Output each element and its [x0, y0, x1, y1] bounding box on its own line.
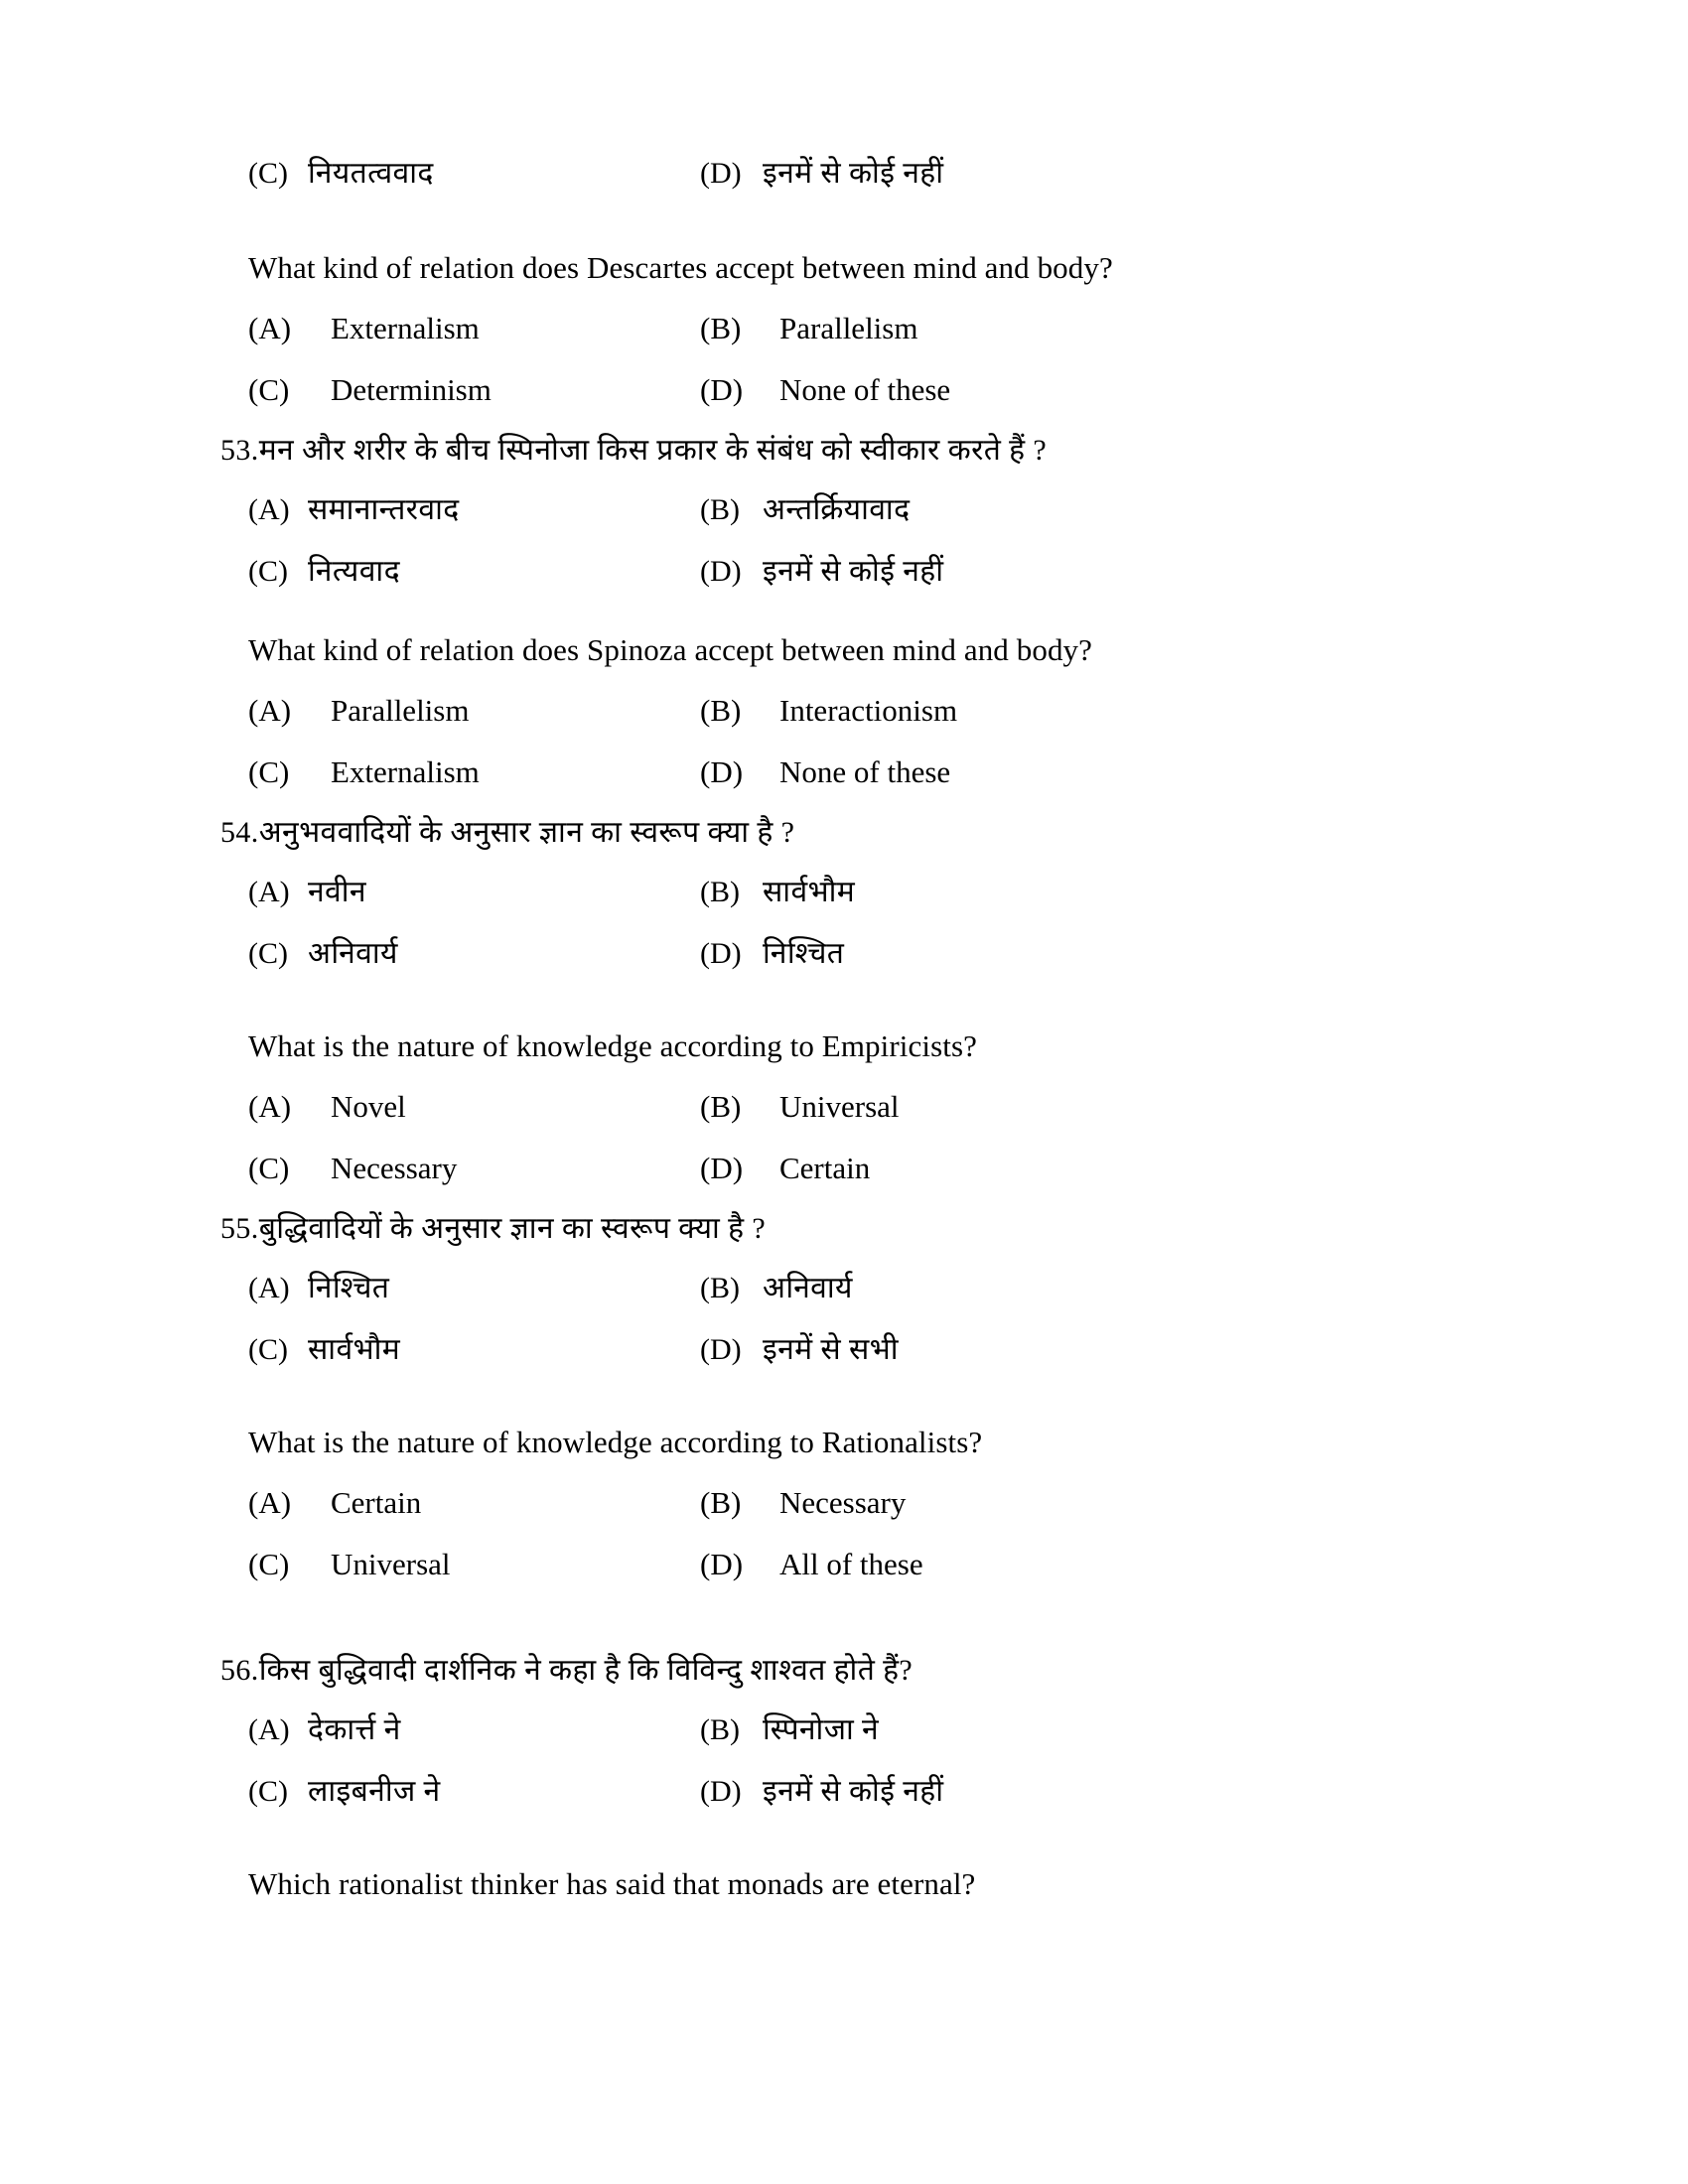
- question-stem: 55.बुद्धिवादियों के अनुसार ज्ञान का स्वरूप क्या है ?: [220, 1212, 767, 1245]
- option-letter: (D): [700, 1333, 742, 1366]
- spacer: [0, 1397, 1688, 1427]
- option-letter: (A): [248, 876, 290, 908]
- question-block: [0, 436, 1688, 618]
- question-block: [0, 1656, 1688, 1839]
- option-letter: (D): [700, 1151, 744, 1185]
- option-value: नित्यवाद: [308, 555, 400, 588]
- option-letter: (B): [700, 1713, 740, 1746]
- option-value: नवीन: [308, 876, 366, 908]
- option-value: समानान्तरवाद: [308, 493, 460, 526]
- question-block: [0, 634, 1688, 818]
- option-value: स्पिनोजा ने: [763, 1713, 880, 1746]
- option-value: अनिवार्य: [763, 1272, 853, 1304]
- option-letter: (C): [248, 157, 288, 190]
- spacer: [0, 283, 1688, 313]
- option-row: [0, 159, 1688, 222]
- option-value: Universal: [331, 1547, 451, 1581]
- option-value: Necessary: [779, 1485, 907, 1520]
- option-value: इनमें से कोई नहीं: [763, 555, 944, 588]
- option-letter: (B): [700, 493, 740, 526]
- option-row: [0, 1153, 1688, 1214]
- option-value: None of these: [779, 754, 951, 789]
- option-value: अन्तर्क्रियावाद: [763, 493, 911, 526]
- option-row: [0, 756, 1688, 818]
- option-value: All of these: [779, 1547, 923, 1581]
- question-block: [0, 818, 1688, 1001]
- option-letter: (A): [248, 693, 292, 728]
- option-letter: (A): [248, 311, 292, 345]
- option-value: Necessary: [331, 1151, 458, 1185]
- option-letter: (D): [700, 1775, 742, 1808]
- option-value: इनमें से कोई नहीं: [763, 157, 944, 190]
- option-letter: (B): [700, 876, 740, 908]
- question-stem: 54.अनुभववादियों के अनुसार ज्ञान का स्वरूप क्या है ?: [220, 816, 795, 849]
- option-row: [0, 495, 1688, 557]
- option-letter: (B): [700, 693, 742, 728]
- option-letter: (C): [248, 1333, 288, 1366]
- option-row: [0, 374, 1688, 436]
- question-stem: 53.मन और शरीर के बीच स्पिनोजा किस प्रकार के संबंध को स्वीकार करते हैं ?: [220, 434, 1048, 467]
- spacer: [0, 466, 1688, 495]
- option-letter: (D): [700, 937, 742, 970]
- option-value: Parallelism: [779, 311, 918, 345]
- spacer: [0, 1839, 1688, 1868]
- option-row: [0, 1335, 1688, 1397]
- spacer: [0, 1061, 1688, 1091]
- option-value: देकार्त्त ने: [308, 1713, 401, 1746]
- option-letter: (C): [248, 1775, 288, 1808]
- question-stem: 56.किस बुद्धिवादी दार्शनिक ने कहा है कि विविन्दु शाश्वत होते हैं?: [220, 1654, 914, 1687]
- spacer: [0, 1457, 1688, 1487]
- question-block: [0, 1868, 1688, 1899]
- option-value: None of these: [779, 372, 951, 407]
- option-letter: (A): [248, 1272, 290, 1304]
- spacer: [0, 1244, 1688, 1274]
- option-letter: (C): [248, 937, 288, 970]
- option-value: इनमें से सभी: [763, 1333, 899, 1366]
- option-letter: (A): [248, 493, 290, 526]
- option-letter: (D): [700, 157, 742, 190]
- option-row: [0, 1715, 1688, 1777]
- option-letter: (C): [248, 372, 290, 407]
- spacer: [0, 848, 1688, 878]
- option-value: निश्चित: [763, 937, 845, 970]
- spacer: [0, 222, 1688, 252]
- option-row: [0, 1487, 1688, 1549]
- option-value: Interactionism: [779, 693, 958, 728]
- option-value: इनमें से कोई नहीं: [763, 1775, 944, 1808]
- option-letter: (B): [700, 1272, 740, 1304]
- option-letter: (A): [248, 1485, 292, 1520]
- option-letter: (B): [700, 1089, 742, 1124]
- option-letter: (C): [248, 1151, 290, 1185]
- question-stem: Which rationalist thinker has said that monads are eternal?: [248, 1866, 976, 1901]
- option-value: सार्वभौम: [308, 1333, 401, 1366]
- option-letter: (C): [248, 754, 290, 789]
- question-stem: What kind of relation does Spinoza accept between mind and body?: [248, 632, 1093, 667]
- option-row: [0, 695, 1688, 756]
- question-stem: What is the nature of knowledge according to Rationalists?: [248, 1425, 983, 1459]
- option-letter: (B): [700, 311, 742, 345]
- option-value: निश्चित: [308, 1272, 390, 1304]
- option-letter: (D): [700, 1547, 744, 1581]
- option-row: [0, 1091, 1688, 1153]
- option-row: [0, 939, 1688, 1001]
- option-letter: (A): [248, 1089, 292, 1124]
- question-block: [0, 252, 1688, 436]
- question-block: [0, 1427, 1688, 1610]
- option-value: Universal: [779, 1089, 900, 1124]
- option-row: [0, 878, 1688, 939]
- spacer: [0, 1610, 1688, 1656]
- option-value: लाइबनीज ने: [308, 1775, 441, 1808]
- option-row: [0, 1777, 1688, 1839]
- option-value: सार्वभौम: [763, 876, 856, 908]
- option-value: Certain: [331, 1485, 422, 1520]
- option-row: [0, 1274, 1688, 1335]
- option-value: Determinism: [331, 372, 492, 407]
- question-stem: What kind of relation does Descartes accept between mind and body?: [248, 250, 1113, 285]
- option-letter: (D): [700, 555, 742, 588]
- option-value: Novel: [331, 1089, 406, 1124]
- option-letter: (D): [700, 372, 744, 407]
- option-letter: (A): [248, 1713, 290, 1746]
- question-block: [0, 1214, 1688, 1397]
- option-value: Externalism: [331, 754, 480, 789]
- option-value: Certain: [779, 1151, 871, 1185]
- option-letter: (B): [700, 1485, 742, 1520]
- spacer: [0, 1001, 1688, 1030]
- option-value: Externalism: [331, 311, 480, 345]
- option-row: [0, 1549, 1688, 1610]
- option-value: Parallelism: [331, 693, 470, 728]
- option-value: अनिवार्य: [308, 937, 398, 970]
- question-stem: What is the nature of knowledge according to Empiricists?: [248, 1028, 977, 1063]
- option-letter: (D): [700, 754, 744, 789]
- spacer: [0, 665, 1688, 695]
- spacer: [0, 1686, 1688, 1715]
- question-block: [0, 1030, 1688, 1214]
- option-letter: (C): [248, 1547, 290, 1581]
- option-row: [0, 557, 1688, 618]
- option-letter: (C): [248, 555, 288, 588]
- option-value: नियतत्ववाद: [308, 157, 434, 190]
- option-row: [0, 313, 1688, 374]
